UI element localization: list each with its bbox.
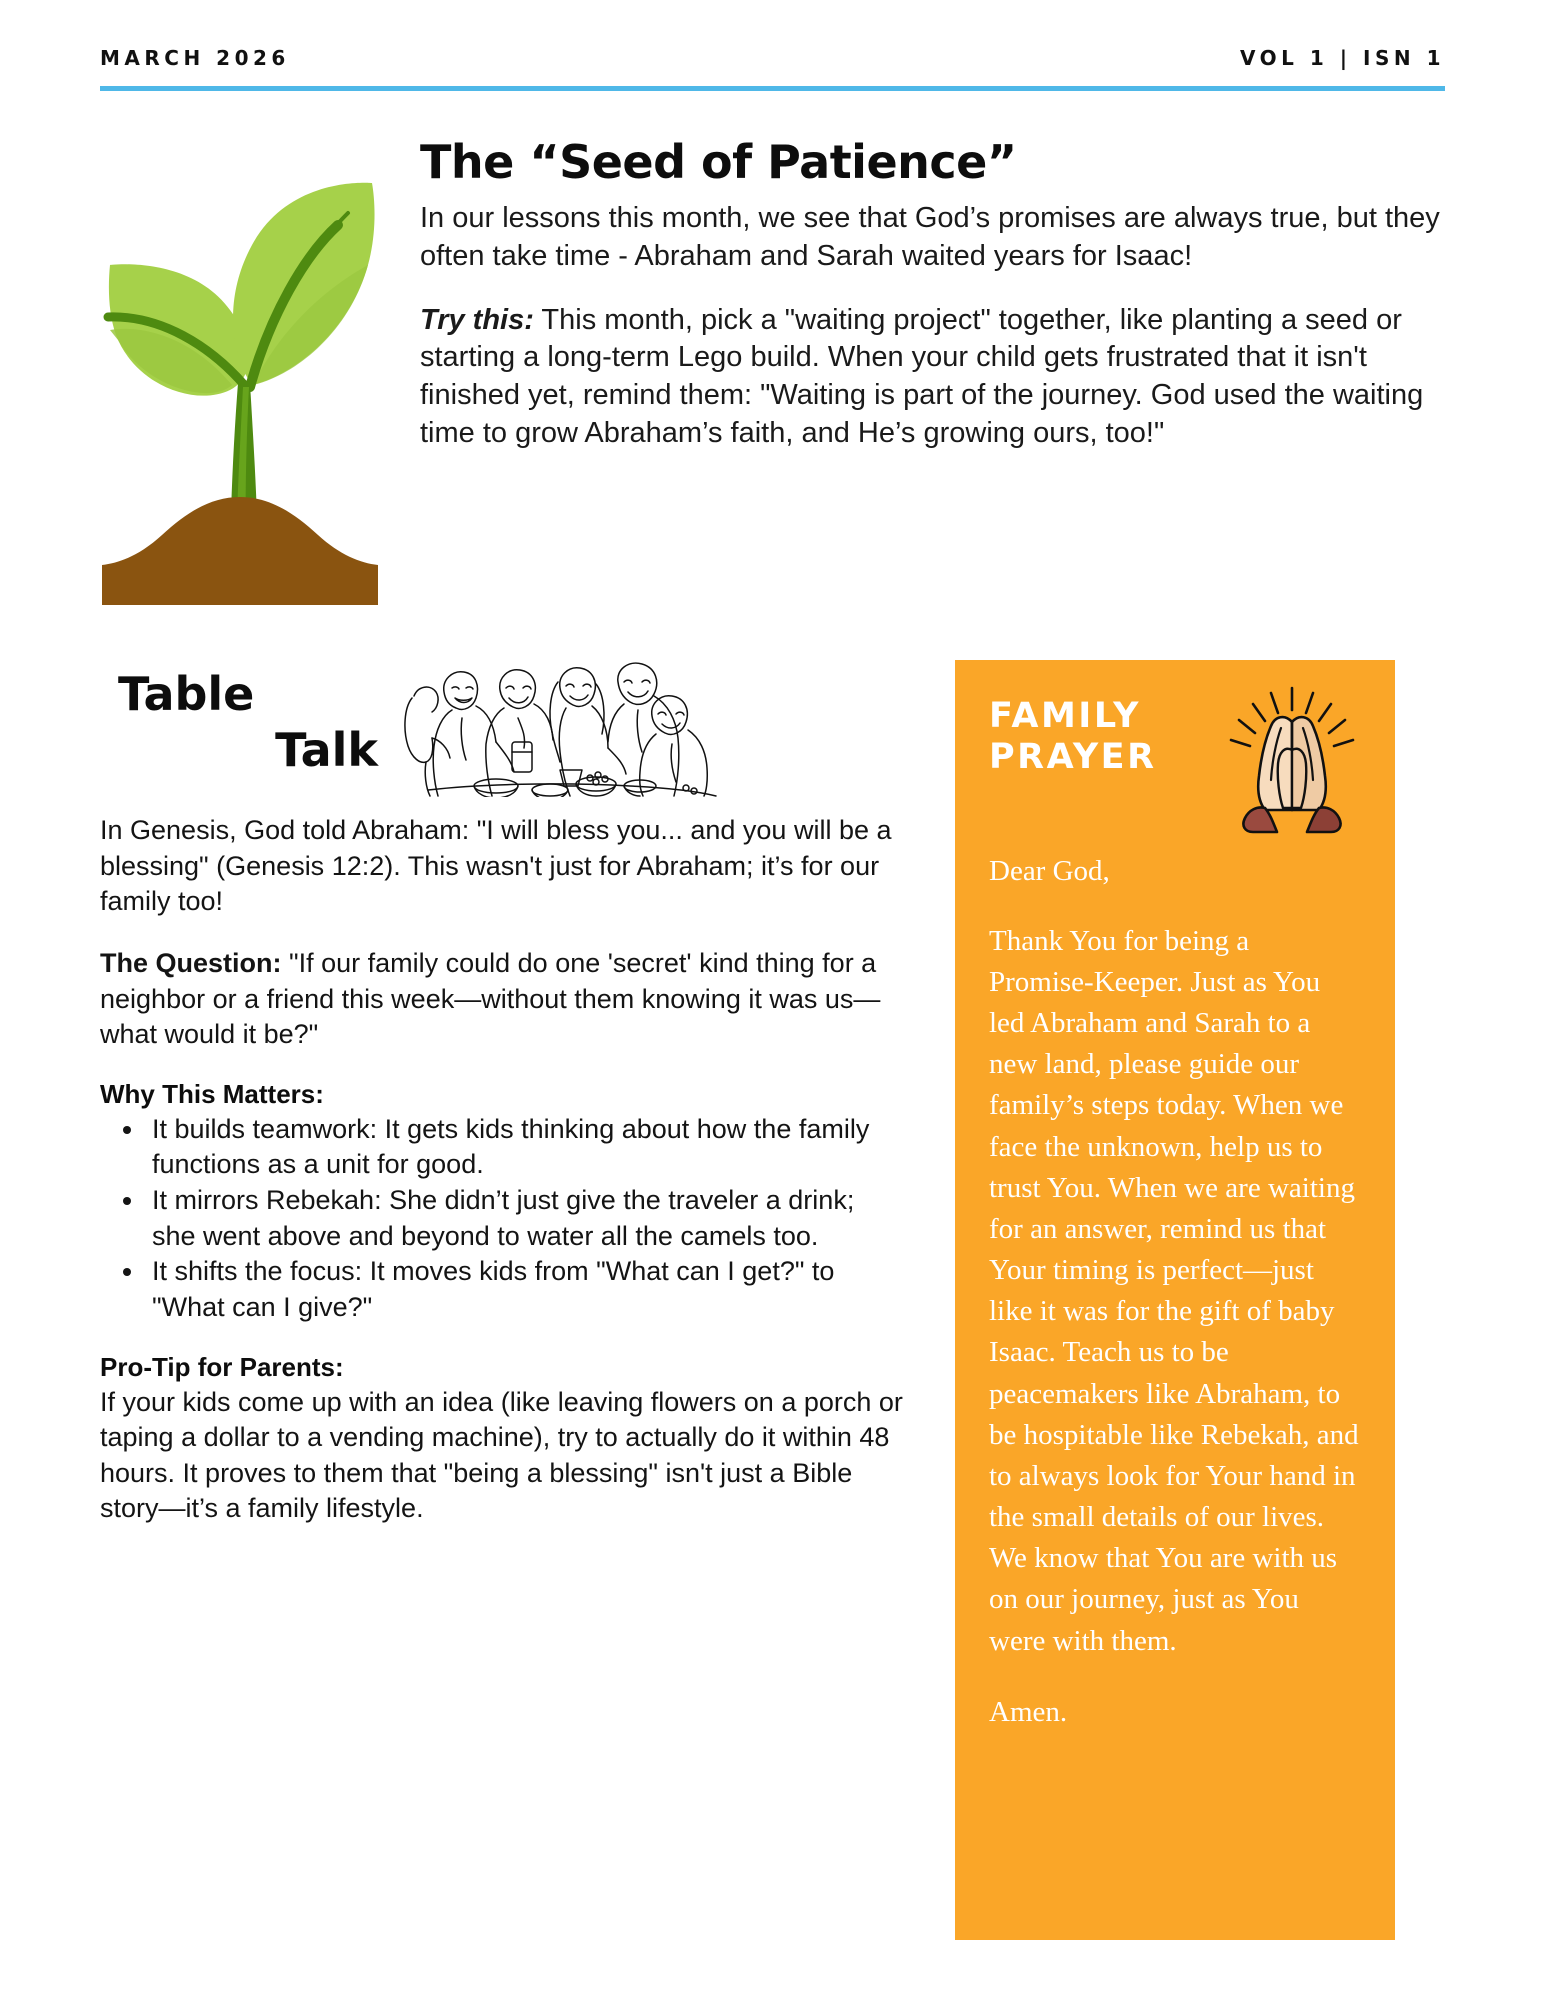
hero-section xyxy=(100,130,1445,610)
family-dinner-illustration-wrap xyxy=(400,660,905,802)
try-this-text: This month, pick a "waiting project" together, like planting a seed or starting a long-term Lego build. When your child gets frustrated that it isn't finished yet, remind them: "Waiting is part of the journey. God used the waiting time to grow Abraham’s faith, and He’s growing ours, too!" xyxy=(420,303,1424,449)
hero-paragraph-2 xyxy=(420,302,1445,453)
seedling-sprout-illustration xyxy=(100,135,380,605)
table-talk-question xyxy=(100,946,905,1053)
prayer-title-line-2: PRAYER xyxy=(989,737,1157,778)
masthead xyxy=(100,46,1445,70)
table-talk-column xyxy=(100,660,955,1553)
pro-tip-text: If your kids come up with an idea (like leaving flowers on a porch or taping a dollar to a vending machine), try to actually do it within 48 hours. It proves to them that "being a blessing" isn't just a Bible story—it’s a family lifestyle. xyxy=(100,1386,903,1524)
table-talk-intro: In Genesis, God told Abraham: "I will bless you... and you will be a blessing" (Genesis 12:2). This wasn't just for Abraham; it’s for our family too! xyxy=(100,815,892,917)
table-talk-title-line-2: Talk xyxy=(275,723,378,778)
prayer-salutation: Dear God, xyxy=(989,855,1110,887)
volume-issue: VOL 1 | ISN 1 xyxy=(1240,46,1445,70)
prayer-body-text: Thank You for being a Promise-Keeper. Just as You led Abraham and Sarah to a new land, please guide our family’s steps today. When we face the unknown, help us to trust You. When we are waiting for an answer, remind us that Your timing is perfect—just like it was for the gift of baby Isaac. Teach us to be peacemakers like Abraham, to be hospitable like Rebekah, and to always look for Your hand in the small details of our lives. We know that You are with us on our journey, just as You were with them. xyxy=(989,924,1359,1657)
prayer-column xyxy=(955,660,1395,1940)
family-prayer-panel xyxy=(955,660,1395,1940)
hero-text-block xyxy=(400,130,1445,452)
why-this-matters-heading: Why This Matters: xyxy=(100,1078,324,1109)
list-item: • It shifts the focus: It moves kids from "What can I get?" to "What can I give?" xyxy=(146,1254,905,1325)
table-talk-title xyxy=(100,660,400,778)
family-dinner-line-art xyxy=(400,662,720,797)
praying-hands-icon xyxy=(1217,684,1367,834)
issue-date: MARCH 2026 xyxy=(100,46,290,70)
table-talk-title-line-1: Table xyxy=(118,667,255,721)
pro-tip-heading: Pro-Tip for Parents: xyxy=(100,1351,344,1382)
prayer-panel-title xyxy=(989,696,1157,779)
prayer-title-line-1: FAMILY xyxy=(989,696,1142,736)
hero-paragraph-1: In our lessons this month, we see that God’s promises are always true, but they often take time - Abraham and Sarah waited years for Isaac! xyxy=(420,202,1440,272)
praying-hands-wrap xyxy=(1217,684,1367,839)
lower-content-grid xyxy=(100,660,1445,1940)
prayer-amen: Amen. xyxy=(989,1695,1068,1728)
question-text: "If our family could do one 'secret' kind thing for a neighbor or a friend this week—without them knowing it was us—what would it be?" xyxy=(100,947,881,1050)
question-label: The Question: xyxy=(100,947,282,978)
list-item: • It builds teamwork: It gets kids thinking about how the family functions as a unit for good. xyxy=(146,1112,905,1183)
list-item: • It mirrors Rebekah: She didn’t just give the traveler a drink; she went above and beyond to water all the camels too. xyxy=(146,1183,905,1254)
seedling-illustration-wrap xyxy=(100,130,400,610)
table-talk-header xyxy=(100,660,905,805)
why-this-matters-list xyxy=(100,1112,905,1326)
header-divider-rule xyxy=(100,86,1445,91)
try-this-label: Try this: xyxy=(420,303,534,336)
page-title: The “Seed of Patience” xyxy=(420,135,1017,189)
prayer-panel-header xyxy=(989,690,1361,839)
